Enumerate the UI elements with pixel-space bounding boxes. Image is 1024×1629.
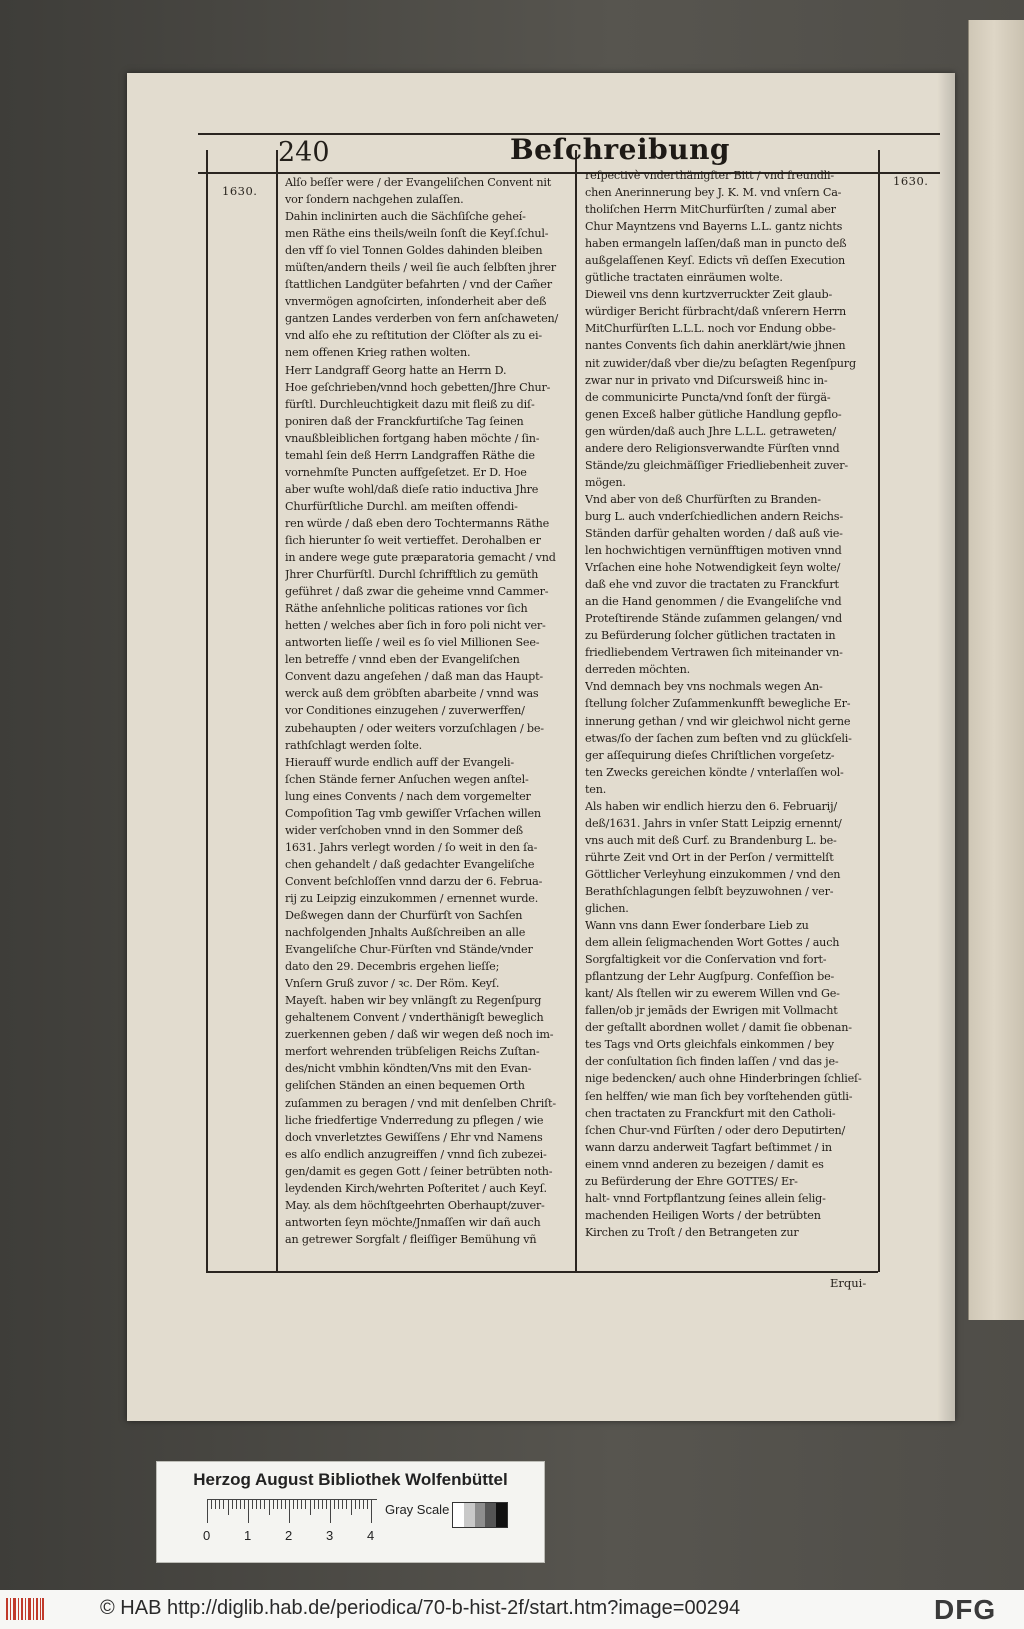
ruler-label: 1 [244,1528,252,1543]
text-line: Churfürſtliche Durchl. am meiſten offendi- [285,499,518,513]
ruler-tick [301,1499,302,1509]
text-line: ſen helffen/ wie man ſich bey vorſtehenden gütli- [585,1089,853,1103]
text-line: Vnd aber von deß Churfürſten zu Branden- [585,492,821,506]
text-line: rij zu Leipzig einzukommen / ernennet wurde. [285,891,539,905]
text-line: wider verſchoben vnnd in den Sommer deß [285,823,523,837]
ruler-tick [322,1499,323,1509]
text-line: halt- vnnd Fortpflantzung ſeines allein ſelig- [585,1191,826,1205]
text-line: gütliche tractaten einräumen wolte. [585,271,783,285]
text-line: gen würden/daß auch Jhre L.L.L. getraweten/ [585,424,836,438]
text-line: zubehaupten / oder weiters vorzuſchlagen / be- [285,721,544,735]
ruler-tick [359,1499,360,1509]
margin-year-right: 1630. [893,174,929,188]
text-line: antworten ſeyn möchte/Jnmaſſen wir dañ auch [285,1215,541,1229]
text-line: kant/ Als ſtellen wir zu ewerem Willen vnd Ge- [585,987,840,1001]
ruler-tick [338,1499,339,1509]
text-line: ſtellung ſolcher Zuſammenkunfft bewegliche Er- [585,697,851,711]
text-line: Räthe anſehnliche politicas rationes vor ſich [285,602,528,616]
text-line: ſich hierunter ſo weit vertieffet. Derohalben er [285,533,541,547]
text-line: MitChurfürſten L.L.L. noch vor Endung obbe- [585,322,836,336]
text-line: doch vnverletztes Gewiſſens / Ehr vnd Namens [285,1130,543,1144]
ruler-tick [342,1499,343,1509]
grayscale-swatch [496,1503,507,1527]
ruler-label: 3 [326,1528,334,1543]
text-line: des/nicht vmbhin köndten/Vns mit den Evan- [285,1062,532,1076]
text-line: hetten / welches aber ſich in foro poli nicht ver- [285,619,546,633]
text-line: ſchen Chur-vnd Fürſten / oder dero Deputirten/ [585,1123,846,1137]
ruler-tick [211,1499,212,1509]
ruler-label: 2 [285,1528,293,1543]
text-line: genen Exceß halber gütliche Handlung gepflo- [585,407,842,421]
ruler-tick [236,1499,237,1509]
text-line: leydenden Kirch/wehrten Poſteritet / auch Keyſ. [285,1181,547,1195]
text-line: Alſo beſſer were / der Evangeliſchen Convent nit [285,176,552,189]
text-line: Sorgfaltigkeit vor die Conſervation vnd fort- [585,953,827,967]
text-line: Convent beſchloſſen vnnd darzu der 6. Februa- [285,874,543,888]
text-line: Berathſchlagungen ſelbſt beyzuwohnen / ver- [585,884,834,898]
ruler-tick [269,1499,270,1515]
text-line: Als haben wir endlich hierzu den 6. Februarij/ [585,799,837,813]
text-line: ſchen Stände ferner Anſuchen wegen anſtel- [285,772,529,786]
text-line: chen Anerinnerung bey J. K. M. vnd vnſern Ca- [585,186,842,200]
text-line: ren würde / daß eben dero Tochtermanns Räthe [285,516,550,530]
text-line: vornehmſte Puncten auffgeſetzet. Er D. Hoe [285,465,527,479]
ruler-tick [215,1499,216,1509]
text-line: nit zuwider/daß vber die/zu beſagten Regenſpurg [585,356,856,370]
text-line: pflantzung der Lehr Augſpurg. Confeſſion be- [585,970,835,984]
text-line: deß/1631. Jahrs in vnſer Statt Leipzig ernennt/ [585,816,842,830]
text-line: Ständen darfür gehalten worden / daß auß vie- [585,526,843,540]
ruler-tick [330,1499,331,1523]
grayscale-label: Gray Scale [385,1502,450,1517]
left-column-rule [276,150,278,1272]
text-line: geführet / daß zwar die geheime vnnd Cammer- [285,585,549,599]
library-color-card [156,1461,545,1563]
text-line: gehaltenem Convent / vnderthänigſt beweglich [285,1011,544,1025]
text-line: einem vnnd anderen zu bezeigen / damit es [585,1157,824,1171]
text-line: Dahin inclinirten auch die Sächſiſche geheí- [285,210,526,224]
footer-copyright-link[interactable]: © HAB http://diglib.hab.de/periodica/70-b-hist-2f/start.htm?image=00294 [100,1597,741,1619]
ruler-tick [207,1499,208,1523]
text-line: zuerkennen geben / daß wir wegen deß noch im- [285,1028,554,1042]
ruler-tick [351,1499,352,1515]
catchword: Erqui- [830,1276,867,1290]
text-line: an getrewer Sorgfalt / fleiſſiger Bemühung vñ [285,1232,537,1246]
text-line: haben ermangeln laſſen/daß man in puncto deß [585,237,847,251]
text-line: ſtattlichen Landgüter befahrten / vnd der Cam̃er [285,278,552,292]
text-line: derreden möchten. [585,663,690,677]
text-line: de communicirte Puncta/vnd ſonſt der fürgä- [585,390,831,404]
text-line: chen gehandelt / daß gedachter Evangeliſche [285,857,535,871]
grayscale-swatch [485,1503,496,1527]
ruler-tick [240,1499,241,1509]
text-line: burg L. auch vnderſchiedlichen andern Reichs- [585,509,843,523]
ruler-label: 0 [203,1528,211,1543]
text-line: zuſammen zu beragen / vnd mit denſelben Chriſt- [285,1096,556,1110]
text-line: etwas/ſo der ſachen zum beſten vnd zu glückſeli- [585,731,852,745]
ruler-tick [223,1499,224,1509]
text-line: Wann vns dann Ewer ſonderbare Lieb zu [585,919,809,933]
ruler-tick [326,1499,327,1509]
barcode-icon [6,1598,44,1620]
ruler-tick [289,1499,290,1523]
text-line: ten. [585,782,607,796]
text-line: ten Zwecks gereichen köndte / vnterlaſſen wol- [585,765,844,779]
ruler-tick [285,1499,286,1509]
text-line: dem allein ſeligmachenden Wort Gottes / auch [585,936,840,950]
text-line: nem offenen Krieg rathen wolten. [285,346,471,360]
text-line: außgelaſſenen Keyſ. Edicts vñ deſſen Execution [585,254,845,268]
ruler-tick [219,1499,220,1509]
text-line: Hierauff wurde endlich auff der Evangeli- [285,755,514,769]
ruler-label: 4 [367,1528,375,1543]
library-name: Herzog August Bibliothek Wolfenbüttel [193,1470,508,1489]
margin-year-left: 1630. [222,184,258,198]
text-line: es alſo endlich anzugreiffen / vnnd ſich zubezei- [285,1147,547,1161]
text-line: müſten/andern theils / weil ſie auch ſelbſten jhrer [285,261,556,275]
text-line: vor Conditiones einzugehen / zuverwerffen/ [285,704,525,718]
ruler-tick [273,1499,274,1509]
text-line: Vnſern Gruß zuvor / ꝛc. Der Röm. Keyſ. [285,977,500,991]
text-line: rathſchlagt werden ſolte. [285,738,423,752]
text-line: machenden Heiligen Worts / der betrübten [585,1208,821,1222]
running-title: Beſchreibung [510,133,731,166]
text-line: merfort wehrenden trübſeligen Reichs Zuſtan- [285,1045,540,1059]
ruler-tick [305,1499,306,1509]
grayscale-swatch [464,1503,475,1527]
right-column-rule [878,150,880,1272]
text-line: Hoe geſchrieben/vnnd hoch gebetten/Jhre Chur- [285,380,551,394]
ruler-tick [256,1499,257,1509]
text-line: zu Befürderung ſolcher gütlichen tractaten in [585,629,836,643]
text-line: gen/damit es gegen Gott / ſeiner betrübten noth- [285,1164,553,1178]
ruler-tick [297,1499,298,1509]
text-line: temahl ſein deß Herrn Landgraffen Räthe die [285,448,535,462]
right-text-column [585,167,870,1241]
ruler-tick [277,1499,278,1509]
text-line: dato den 29. Decembris ergehen lieſſe; [285,960,500,974]
ruler-tick [310,1499,311,1515]
footer-bar [0,1590,1024,1629]
text-line: ger aſſequirung dieſes Chriſtlichen vorgeſetz- [585,748,835,762]
text-line: gantzen Landes verderben von fern anſchaweten/ [285,312,559,326]
ruler-tick [371,1499,372,1523]
text-line: daß ehe vnd zuvor die tractaten zu Franckfurt [585,578,839,592]
text-line: Evangeliſche Chur-Fürſten vnd Stände/vnder [285,943,533,957]
text-line: 1631. Jahrs verlegt worden / ſo weit in den ſa- [285,840,538,854]
text-line: liche friedfertige Vnderredung zu pflegen / wie [285,1113,544,1127]
text-line: len hochwichtigen vernünfftigen motiven vnnd [585,544,842,558]
text-line: der geſtallt abordnen wollet / damit ſie obbenan- [585,1021,852,1035]
facing-page-edge [968,20,1024,1320]
ruler-tick [355,1499,356,1509]
ruler-tick [334,1499,335,1509]
text-line: Stände/zu gleichmäſſiger Friedliebenheit zuver- [585,458,848,472]
text-line: Vnd demnach bey vns nochmals wegen An- [585,680,823,694]
left-text-column [285,174,570,1248]
text-line: mögen. [585,475,626,489]
ruler-tick [228,1499,229,1515]
ruler-tick [244,1499,245,1509]
ruler-tick [363,1499,364,1509]
text-line: Compoſition Tag vmb gewiſſer Vrſachen willen [285,806,541,820]
text-line: chen tractaten zu Franckfurt mit den Catholi- [585,1106,836,1120]
text-line: men Räthe eins theils/weiln ſonſt die Keyſ.ſchul- [285,227,549,241]
text-line: Deßwegen dann der Churfürſt von Sachſen [285,909,523,923]
text-line: tholiſchen Herrn MitChurfürſten / zumal aber [585,203,836,217]
grayscale-swatch [453,1503,464,1527]
ruler-tick [318,1499,319,1509]
grayscale-bar [452,1502,508,1528]
ruler-tick [346,1499,347,1509]
ruler-tick [232,1499,233,1509]
text-line: vnaußbleiblichen fortgang haben möchte / ſin- [285,431,540,445]
ruler-tick [367,1499,368,1509]
ruler-tick [314,1499,315,1509]
scale-ruler [207,1499,377,1525]
text-line: Chur Mayntzens vnd Bayerns L.L. gantz nichts [585,220,843,234]
text-line: glichen. [585,902,629,916]
text-line: Herr Landgraff Georg hatte an Herrn D. [285,363,507,377]
left-margin-rule [206,150,208,1272]
text-line: vnd alſo ehe zu reſtitution der Clöſter als zu ei- [285,329,542,343]
ruler-tick [264,1499,265,1509]
text-line: Dieweil vns denn kurtzverruckter Zeit glaub- [585,288,833,302]
text-line: vor ſondern nachgehen zulaſſen. [285,193,464,207]
text-line: innerung gethan / vnd wir gleichwol nicht gerne [585,714,851,728]
center-column-rule [575,150,577,1272]
text-line: len betreffe / vnnd eben der Evangeliſchen [285,653,520,667]
bottom-rule [206,1271,878,1273]
text-line: Proteſtirende Stände zuſammen gelangen/ vnd [585,612,842,626]
text-line: aber wuſte wohl/daß dieſe ratio inductiva Jhre [285,482,539,496]
text-line: rührte Zeit vnd Ort in der Perſon / vermittelſt [585,850,834,864]
text-line: Kirchen zu Troſt / den Betrangeten zur [585,1225,799,1239]
text-line: Jhrer Churfürſtl. Durchl ſchrifftlich zu gemüth [285,568,539,582]
text-line: den vff ſo viel Tonnen Goldes dahinden bleiben [285,244,543,258]
text-line: fallen/ob jr jemāds der Ewrigen mit Vollmacht [585,1004,838,1018]
ruler-tick [248,1499,249,1523]
text-line: wann darzu anderweit Tagfart beſtimmet / in [585,1140,832,1154]
text-line: reſpectivè vnderthänigſter Bitt / vnd freundli- [585,169,834,182]
text-line: lung eines Convents / nach dem vorgemelter [285,789,531,803]
text-line: poniren daß der Franckfurtiſche Tag ſeinen [285,414,524,428]
text-line: vnvermögen agnoſcirten, inſonderheit aber deß [285,295,547,309]
dfg-logo: DFG [934,1594,997,1625]
grayscale-swatch [475,1503,486,1527]
text-line: Göttlicher Verleyhung einzukommen / vnd den [585,867,841,881]
text-line: Convent dazu angeſehen / daß man das Haupt- [285,670,544,684]
text-line: Mayeſt. haben wir bey vnlängſt zu Regenſpurg [285,994,542,1008]
text-line: Vrſachen eine hohe Notwendigkeit ſeyn wolte/ [585,561,841,575]
text-line: in andere wege gute præparatoria gemacht / vnd [285,551,556,565]
text-line: geliſchen Ständen an einen bequemen Orth [285,1079,525,1093]
text-line: an die Hand genommen / die Evangeliſche vnd [585,595,842,609]
ruler-tick [260,1499,261,1509]
ruler-tick [293,1499,294,1509]
text-line: zwar nur in privato vnd Diſcursweiß hinc in- [585,373,828,387]
text-line: nantes Convents ſich dahin anerklärt/wie jhnen [585,339,846,353]
ruler-tick [252,1499,253,1509]
ruler-tick [281,1499,282,1509]
text-line: zu Befürderung der Ehre GOTTES/ Er- [585,1174,798,1188]
text-line: May. als dem höchſtgeehrten Oberhaupt/zuver- [285,1198,545,1212]
text-line: fürſtl. Durchleuchtigkeit dazu mit fleiß zu diſ- [285,397,535,411]
text-line: der conſultation ſich finden laſſen / vnd das je- [585,1055,839,1069]
text-line: friedliebendem Vertrawen ſich miteinander vn- [585,646,843,660]
text-line: nachfolgenden Jnhalts Außſchreiben an alle [285,926,526,940]
text-line: würdiger Bericht fürbracht/daß vnſerern Herrn [585,305,846,319]
page-number: 240 [278,137,330,168]
text-line: antworten lieſſe / weil es ſo viel Millionen See- [285,636,540,650]
text-line: tes Tags vnd Orts gleichfals einkommen / bey [585,1038,834,1052]
text-line: werck auß dem gröbſten abarbeite / vnnd was [285,687,539,701]
text-line: nige bedencken/ auch ohne Hinderbringen ſchlieſ- [585,1072,862,1086]
text-line: andere dero Religionsverwandte Fürſten vnnd [585,441,840,455]
text-line: vns auch mit deß Curf. zu Brandenburg L. be- [585,833,837,847]
